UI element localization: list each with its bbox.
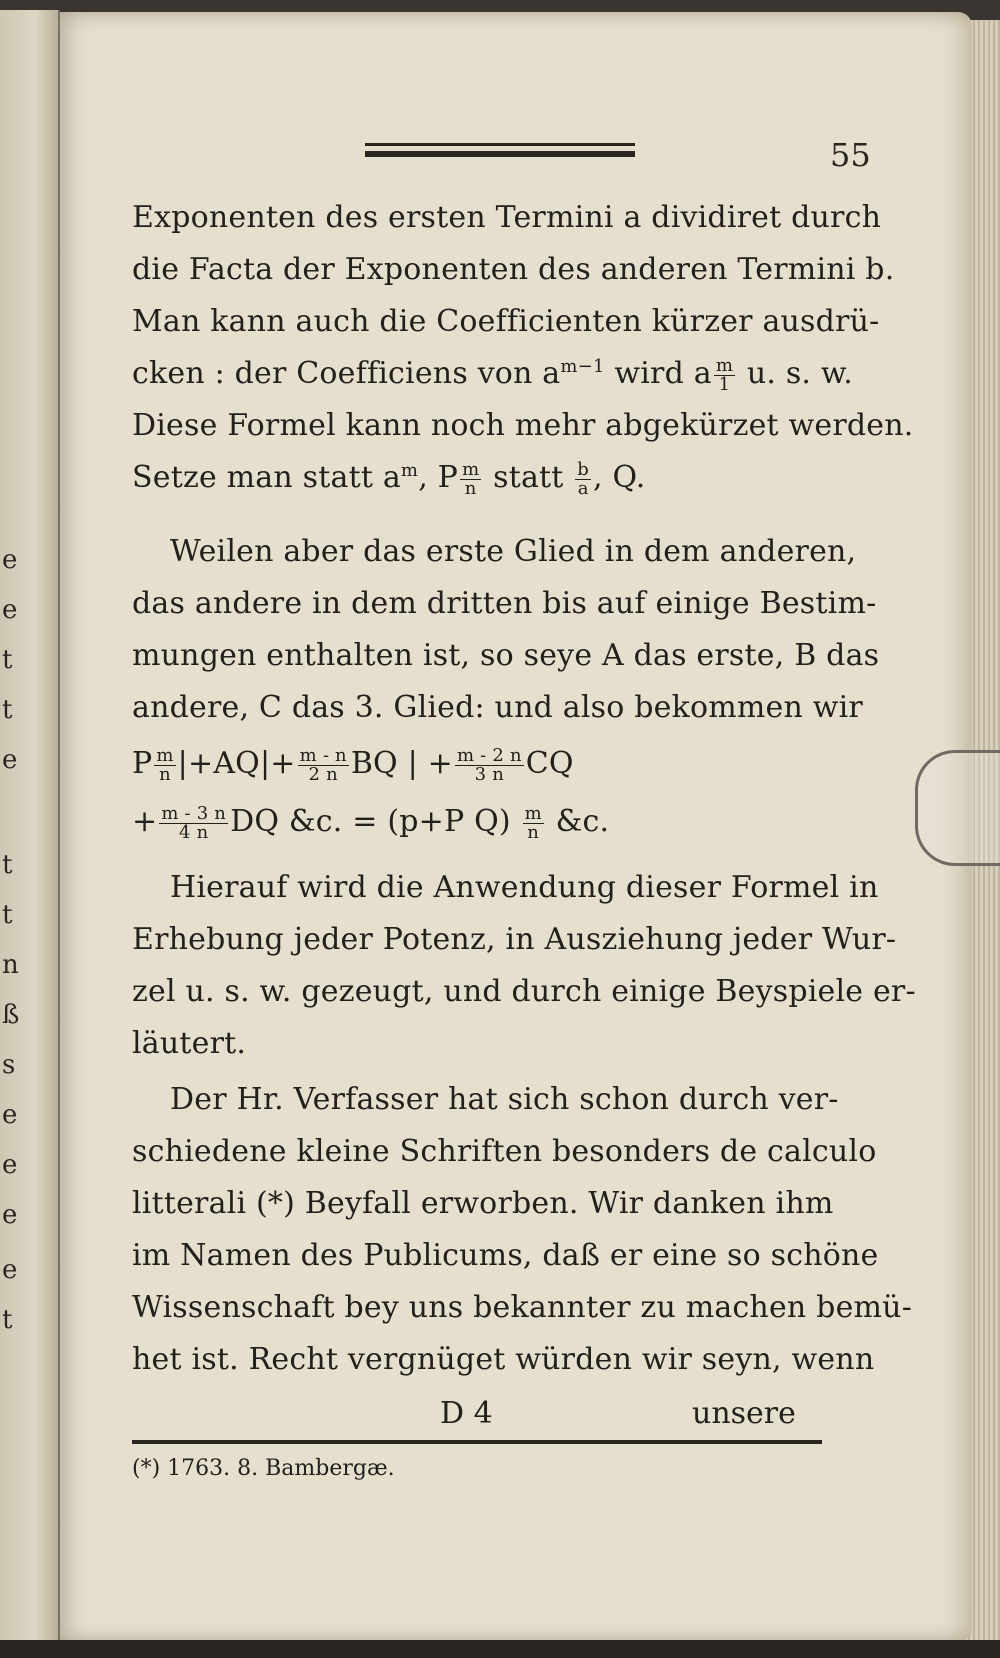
text-line: mungen enthalten ist, so seye A das erste, B das [132, 638, 880, 673]
book-page [60, 12, 972, 1642]
text-fragment: statt [493, 460, 564, 495]
footnote-rule [132, 1440, 822, 1444]
catchword: unsere [692, 1396, 796, 1431]
bottom-shadow [0, 1640, 1000, 1658]
facing-page-glyph: t [2, 645, 13, 675]
fraction-denominator: 4 n [179, 821, 209, 843]
facing-page-glyph: s [2, 1050, 16, 1080]
text-fragment: , P [418, 460, 459, 495]
formula-fragment: &c. [555, 804, 610, 839]
fraction-denominator: n [527, 821, 540, 843]
text-fragment: Setze man statt a [132, 460, 401, 495]
fraction-numerator: m [524, 802, 542, 824]
facing-page-glyph: e [2, 1100, 18, 1130]
text-line: het ist. Recht vergnüget würden wir seyn, wenn [132, 1342, 875, 1377]
fraction-denominator: 3 n [474, 763, 505, 785]
formula-fragment: + [132, 804, 158, 839]
page-clip [915, 750, 1000, 866]
signature-mark: D 4 [440, 1396, 493, 1431]
facing-page-glyph: t [2, 900, 13, 930]
fraction-numerator: m [715, 354, 734, 376]
text-line: im Namen des Publicums, daß er eine so schöne [132, 1238, 879, 1273]
formula-fragment: CQ [525, 746, 574, 781]
fraction-denominator: n [159, 763, 171, 785]
text-line-formula [132, 356, 853, 394]
formula-fragment: DQ &c. = (p+P Q) [230, 804, 511, 839]
text-fragment: u. s. w. [746, 356, 853, 391]
facing-page-glyph: ß [2, 1000, 20, 1030]
fraction-numerator: m - 2 n [456, 744, 522, 766]
text-line-formula [132, 460, 646, 498]
fraction-numerator: m [462, 458, 480, 480]
facing-page-edge [0, 10, 60, 1640]
text-line: Wissenschaft bey uns bekannter zu machen bemü- [132, 1290, 913, 1325]
text-line: Hierauf wird die Anwendung dieser Formel in [170, 870, 879, 905]
fraction-denominator: n [464, 477, 477, 499]
fraction [298, 744, 349, 785]
facing-page-glyph: e [2, 1150, 18, 1180]
facing-page-glyph: n [2, 950, 19, 980]
facing-page-glyph: t [2, 850, 13, 880]
formula-fragment: BQ | + [350, 746, 453, 781]
text-line: Der Hr. Verfasser hat sich schon durch ver- [170, 1082, 839, 1117]
text-line: Man kann auch die Coefficienten kürzer ausdrü- [132, 304, 880, 339]
text-line: litterali (*) Beyfall erworben. Wir danken ihm [132, 1186, 834, 1221]
text-line: Weilen aber das erste Glied in dem anderen, [170, 534, 857, 569]
facing-page-glyph: e [2, 1200, 18, 1230]
exponent: m [400, 460, 419, 481]
text-line: läutert. [132, 1026, 247, 1061]
text-fragment: , Q. [593, 460, 646, 495]
text-line: andere, C das 3. Glied: und also bekommen wir [132, 690, 863, 725]
fraction [714, 354, 735, 395]
text-line: zel u. s. w. gezeugt, und durch einige Beyspiele er- [132, 974, 916, 1009]
text-line: das andere in dem dritten bis auf einige Bestim- [132, 586, 877, 621]
facing-page-glyph: e [2, 745, 18, 775]
text-fragment: wird a [614, 356, 712, 391]
facing-page-glyph: t [2, 695, 13, 725]
formula-fragment: |+AQ|+ [177, 746, 296, 781]
formula-line [132, 746, 574, 784]
facing-page-glyph: t [2, 1305, 13, 1335]
fraction [460, 458, 481, 499]
text-fragment: cken : der Coefficiens von a [132, 356, 561, 391]
fraction-numerator: m - n [299, 744, 347, 766]
fraction [159, 802, 228, 843]
fraction-denominator: 2 n [308, 763, 338, 785]
text-line: Exponenten des ersten Termini a dividiret durch [132, 200, 882, 235]
header-rule [365, 143, 635, 157]
fraction [154, 744, 175, 785]
fraction [523, 802, 544, 843]
footnote: (*) 1763. 8. Bambergæ. [132, 1456, 395, 1481]
exponent: m−1 [560, 356, 605, 377]
text-line: Diese Formel kann noch mehr abgekürzet werden. [132, 408, 914, 443]
facing-page-glyph: e [2, 545, 18, 575]
text-line: schiedene kleine Schriften besonders de calculo [132, 1134, 877, 1169]
fraction-numerator: m [156, 744, 174, 766]
fraction-denominator: a [577, 477, 589, 499]
page-number: 55 [830, 136, 871, 174]
fraction [455, 744, 524, 785]
facing-page-glyph: e [2, 595, 18, 625]
fraction-denominator: 1 [718, 373, 731, 395]
formula-fragment: P [132, 746, 153, 781]
text-line: Erhebung jeder Potenz, in Ausziehung jeder Wur- [132, 922, 897, 957]
fraction-numerator: m - 3 n [161, 802, 227, 824]
facing-page-glyph: e [2, 1255, 18, 1285]
fraction [575, 458, 591, 499]
text-line: die Facta der Exponenten des anderen Termini b. [132, 252, 895, 287]
formula-line [132, 804, 609, 842]
fraction-numerator: b [577, 458, 590, 480]
